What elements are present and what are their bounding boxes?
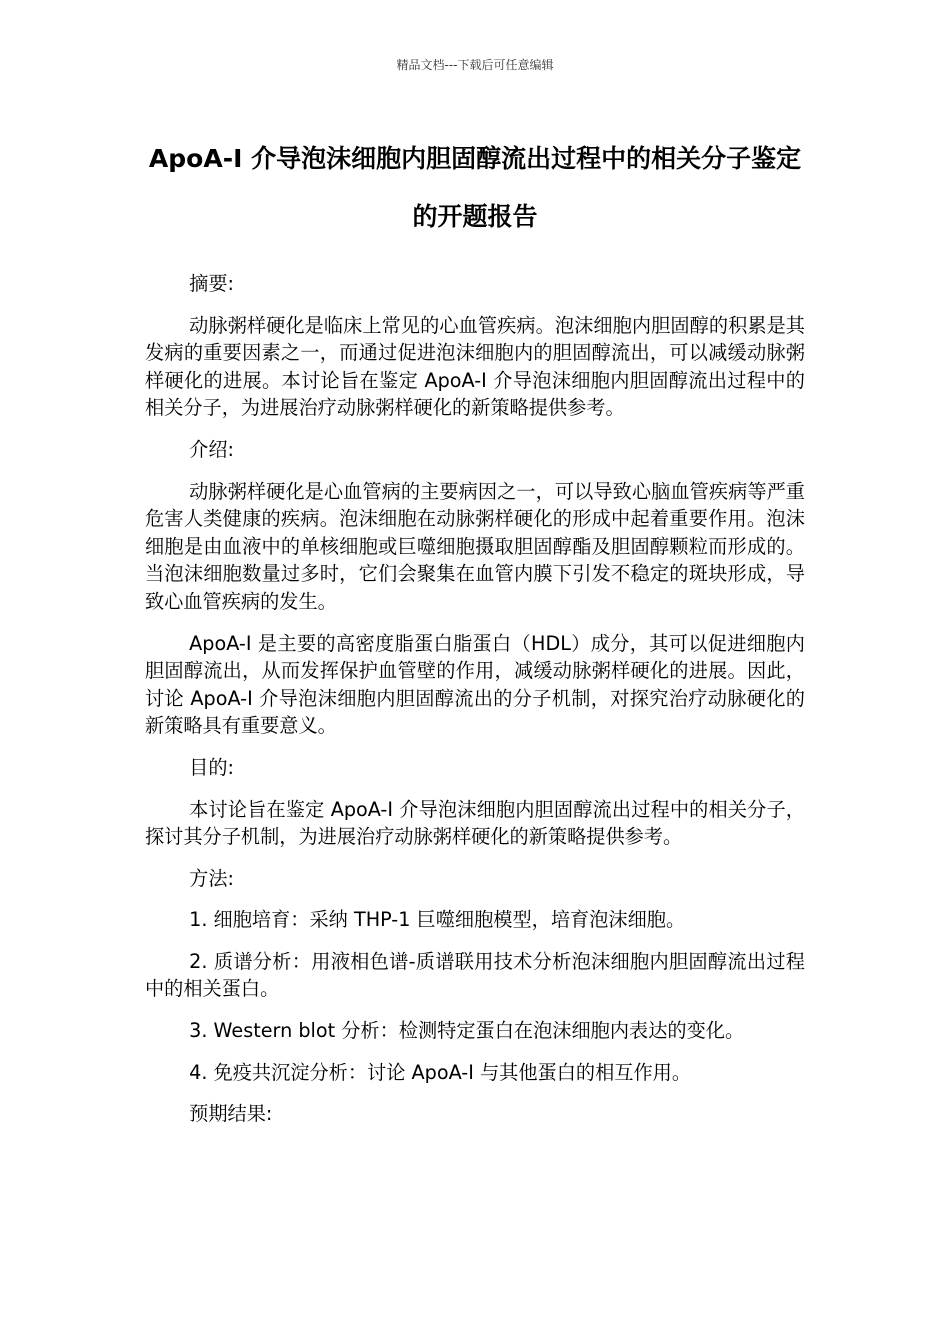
- abstract-heading: 摘要:: [189, 272, 234, 295]
- document-title: ApoA-I 介导泡沫细胞内胆固醇流出过程中的相关分子鉴定的开题报告: [148, 144, 802, 231]
- method-item-2: 2. 质谱分析：用液相色谱-质谱联用技术分析泡沫细胞内胆固醇流出过程中的相关蛋白。: [145, 949, 805, 1001]
- intro-heading: 介绍:: [189, 437, 234, 461]
- aim-heading: 目的:: [189, 755, 234, 779]
- intro-paragraph-2: ApoA-I 是主要的高密度脂蛋白脂蛋白（HDL）成分，其可以促进细胞内胆固醇流出，从而发挥保护血管壁的作用，减缓动脉粥样硬化的进展。因此，讨论 ApoA-I 介导泡沫细胞内胆固醇流出的分子机制，对探究治疗动脉硬化的新策略具有重要意义。: [145, 631, 805, 738]
- document-body: [145, 270, 805, 1142]
- header-note: 精品文档---下载后可任意编辑: [396, 58, 554, 72]
- methods-heading: 方法:: [189, 866, 234, 890]
- method-item-3: 3. Western blot 分析：检测特定蛋白在泡沫细胞内表达的变化。: [189, 1019, 745, 1043]
- aim-paragraph: 本讨论旨在鉴定 ApoA-I 介导泡沫细胞内胆固醇流出过程中的相关分子，探讨其分子机制，为进展治疗动脉粥样硬化的新策略提供参考。: [145, 797, 805, 849]
- method-item-1: 1. 细胞培育：采纳 THP-1 巨噬细胞模型，培育泡沫细胞。: [189, 908, 686, 932]
- intro-paragraph-1: 动脉粥样硬化是心血管病的主要病因之一，可以导致心脑血管疾病等严重危害人类健康的疾病。泡沫细胞在动脉粥样硬化的形成中起着重要作用。泡沫细胞是由血液中的单核细胞或巨噬细胞摄取胆固醇酯及胆固醇颗粒而形成的。当泡沫细胞数量过多时，它们会聚集在血管内膜下引发不稳定的斑块形成，导致心血管疾病的发生。: [145, 479, 805, 613]
- method-item-4: 4. 免疫共沉淀分析：讨论 ApoA-I 与其他蛋白的相互作用。: [189, 1060, 692, 1084]
- results-heading: 预期结果:: [189, 1102, 273, 1126]
- abstract-paragraph: 动脉粥样硬化是临床上常见的心血管疾病。泡沫细胞内胆固醇的积累是其发病的重要因素之一，而通过促进泡沫细胞内的胆固醇流出，可以减缓动脉粥样硬化的进展。本讨论旨在鉴定 ApoA-I 介导泡沫细胞内胆固醇流出过程中的相关分子，为进展治疗动脉粥样硬化的新策略提供参考。: [145, 313, 805, 420]
